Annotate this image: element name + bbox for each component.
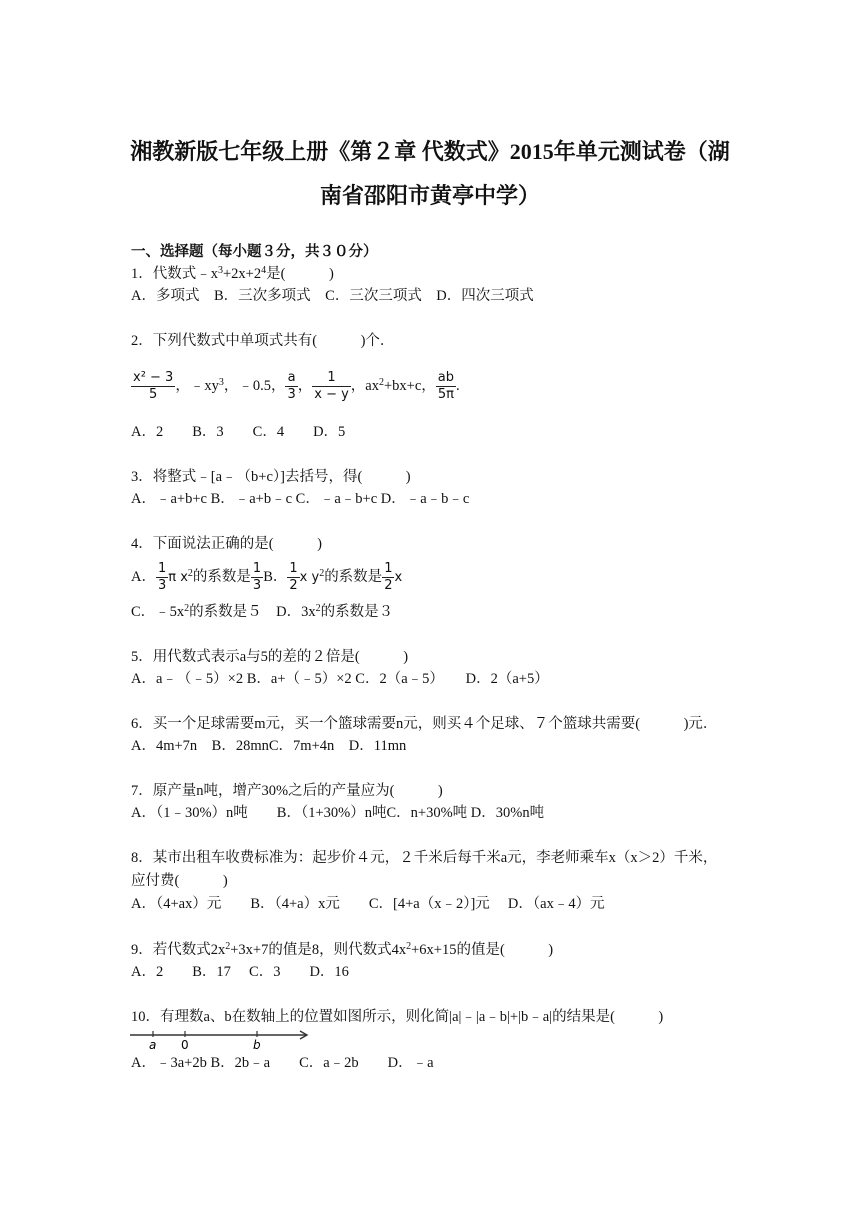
- question-9-options: A．2 B．17 C．3 D．16: [131, 964, 349, 980]
- question-3-stem: 3．将整式﹣[a﹣（b+c）]去括号，得( ): [131, 469, 411, 485]
- question-6-stem: 6．买一个足球需要m元，买一个篮球需要n元，则买４个足球、７个篮球共需要( )元．: [131, 716, 718, 732]
- fraction-expression: $\frac{\text{x² − 3}}{5}$: [133, 370, 174, 403]
- question-2-expressions: $\frac{\text{x² − 3}}{5}$ ，$﹣xy^3$，﹣0.5， $\frac{a}{3}$ ， $\frac{1}{x - y}$ ，$ax^2+bx+c$， $\frac{ab}{5\pi}$ .: [133, 370, 460, 403]
- question-8-options: A．（4+ax）元 B．（4+a）x元 C．[4+a（x﹣2）]元 D．（ax﹣4）元: [131, 896, 605, 912]
- number-line-figure: [128, 1027, 318, 1051]
- question-5-options: A．a﹣（﹣5）×2 B．a+（﹣5）×2 C．2（a﹣5） D．2（a+5）: [131, 671, 549, 687]
- question-8-stem-line-1: 8．某市出租车收费标准为：起步价４元，２千米后每千米a元，李老师乘车x（x＞2）千米，: [131, 850, 718, 866]
- question-4-stem: 4．下面说法正确的是( ): [131, 536, 322, 552]
- question-7-stem: 7．原产量n吨，增产30%之后的产量应为( ): [131, 783, 443, 799]
- question-4-options-ab: A． $\frac{1}{3}$ π $x^2$的系数是 $\frac{1}{3}$ B． $\frac{1}{2}$ x $y^2$的系数是 $\frac{1}{2}$ x: [131, 561, 403, 594]
- question-1-options: A．多项式 B．三次多项式 C．三次三项式 D．四次三项式: [131, 288, 534, 304]
- page-title-line-2: 南省邵阳市黄亭中学）: [319, 183, 540, 208]
- page-title-line-1: 湘教新版七年级上册《第２章 代数式》2015年单元测试卷（湖: [130, 139, 730, 164]
- section-heading: 一、选择题（每小题３分，共３０分）: [131, 244, 378, 260]
- question-7-options: A．（1﹣30%）n吨 B．（1+30%）n吨C．n+30%吨 D．30%n吨: [131, 805, 545, 821]
- fraction-expression: $\frac{1}{x - y}$: [314, 370, 349, 403]
- fraction-expression: $\frac{ab}{5\pi}$: [437, 370, 454, 403]
- number-line-label-0: 0: [181, 1038, 189, 1051]
- question-5-stem: 5．用代数式表示a与5的差的２倍是( ): [131, 649, 409, 665]
- question-1-stem: 1．代数式$﹣x^3+2x+2^4$是( ): [131, 265, 334, 282]
- question-2-stem: 2．下列代数式中单项式共有( )个．: [131, 333, 395, 349]
- question-3-options: A．﹣a+b+c B．﹣a+b﹣c C．﹣a﹣b+c D．﹣a﹣b﹣c: [131, 491, 470, 507]
- question-10-stem: 10．有理数a、b在数轴上的位置如图所示，则化简|a|﹣|a﹣b|+|b﹣a|的结果是( ): [131, 1009, 664, 1025]
- question-6-options: A．4m+7n B．28mnC．7m+4n D．11mn: [131, 738, 407, 754]
- question-10-options: A．﹣3a+2b B．2b﹣a C．a﹣2b D．﹣a: [131, 1055, 434, 1071]
- number-line-label-a: a: [149, 1038, 157, 1051]
- question-2-options: A．2 B．3 C．4 D．5: [131, 424, 346, 440]
- question-8-stem-line-2: 应付费( ): [131, 873, 228, 889]
- number-line-label-b: b: [253, 1038, 261, 1051]
- fraction-expression: $\frac{a}{3}$: [287, 370, 296, 403]
- question-9-stem: 9．若代数式$2x^2+3x+7$的值是8，则代数式$4x^2+6x+15$的值是( ): [131, 941, 554, 958]
- question-4-options-cd: C．$﹣5x^2$的系数是５ D．$3x^2$的系数是３: [131, 603, 394, 620]
